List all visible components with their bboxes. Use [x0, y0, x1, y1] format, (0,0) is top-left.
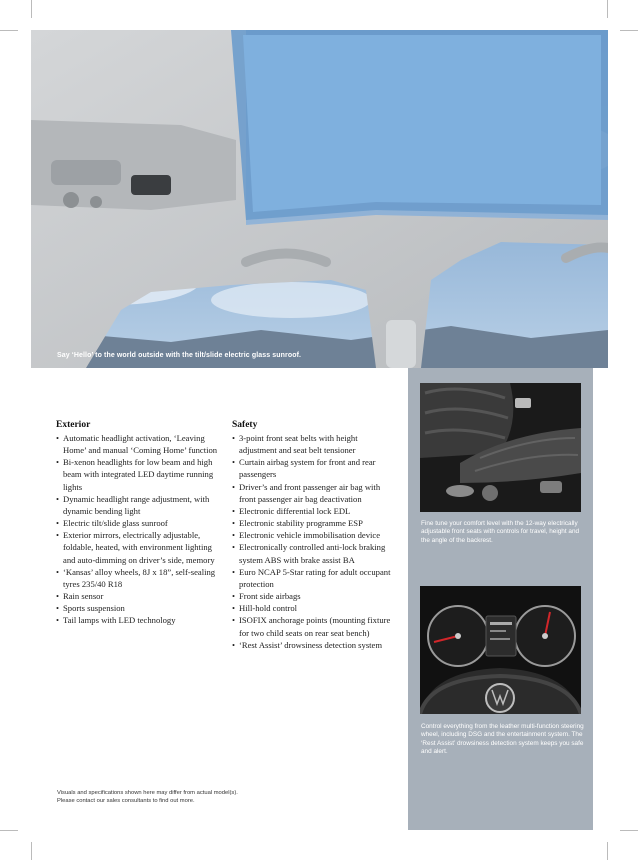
crop-mark — [31, 0, 32, 18]
crop-mark — [607, 0, 608, 18]
exterior-section — [56, 420, 226, 627]
crop-mark — [0, 30, 18, 31]
list-item: • Tail lamps with LED technology — [56, 614, 226, 626]
safety-section — [232, 420, 394, 651]
list-item: • ‘Rest Assist’ drowsiness detection system — [232, 639, 394, 651]
sunroof-illustration — [31, 30, 608, 368]
seat-photo — [420, 383, 581, 512]
list-item: • Electronic stability programme ESP — [232, 517, 394, 529]
footnote-line-2: Please contact our sales consultants to find out more. — [57, 797, 195, 804]
list-item: • Rain sensor — [56, 590, 226, 602]
list-item: • Curtain airbag system for front and rear passengers — [232, 456, 394, 480]
crop-mark — [607, 842, 608, 860]
exterior-list — [56, 432, 226, 627]
crop-mark — [620, 830, 638, 831]
safety-list — [232, 432, 394, 651]
crop-mark — [31, 842, 32, 860]
seat-illustration — [420, 383, 581, 512]
list-item: • Dynamic headlight range adjustment, with dynamic bending light — [56, 493, 226, 517]
list-item: • ISOFIX anchorage points (mounting fixture for two child seats on rear seat bench) — [232, 614, 394, 638]
side-panel — [408, 368, 593, 830]
safety-heading: Safety — [232, 420, 258, 430]
list-item: • Euro NCAP 5-Star rating for adult occupant protection — [232, 566, 394, 590]
list-item: • Exterior mirrors, electrically adjustable, foldable, heated, with environment lighting and auto-dimming on driver’s side, memory — [56, 529, 226, 565]
steering-wheel-caption: Control everything from the leather multi-function steering wheel, including DSG and the entertainment system. The ‘Rest Assist’ drowsiness detection system keeps you safe and alert. — [421, 723, 584, 756]
list-item: • Front side airbags — [232, 590, 394, 602]
list-item: • ‘Kansas’ alloy wheels, 8J x 18”, self-sealing tyres 235/40 R18 — [56, 566, 226, 590]
list-item: • Electronic vehicle immobilisation device — [232, 529, 394, 541]
seat-caption: Fine tune your comfort level with the 12-way electrically adjustable front seats with controls for travel, height and the angle of the backrest. — [421, 520, 580, 544]
list-item: • Automatic headlight activation, ‘Leaving Home’ and manual ‘Coming Home’ function — [56, 432, 226, 456]
steering-wheel-photo — [420, 586, 581, 714]
sunroof-photo — [31, 30, 608, 368]
list-item: • Electronic differential lock EDL — [232, 505, 394, 517]
hero-caption: Say ‘Hello’ to the world outside with the tilt/slide electric glass sunroof. — [57, 352, 302, 359]
exterior-heading: Exterior — [56, 420, 91, 430]
list-item: • Electronically controlled anti-lock braking system ABS with brake assist BA — [232, 541, 394, 565]
footnote-line-1: Visuals and specifications shown here may differ from actual model(s). — [57, 790, 238, 796]
instrument-cluster-illustration — [420, 586, 581, 714]
list-item: • 3-point front seat belts with height adjustment and seat belt tensioner — [232, 432, 394, 456]
list-item: • Sports suspension — [56, 602, 226, 614]
list-item: • Bi-xenon headlights for low beam and high beam with integrated LED daytime running lights — [56, 456, 226, 492]
list-item: • Electric tilt/slide glass sunroof — [56, 517, 226, 529]
list-item: • Driver’s and front passenger air bag with front passenger air bag deactivation — [232, 481, 394, 505]
crop-mark — [620, 30, 638, 31]
crop-mark — [0, 830, 18, 831]
list-item: • Hill-hold control — [232, 602, 394, 614]
footnote — [57, 790, 238, 805]
